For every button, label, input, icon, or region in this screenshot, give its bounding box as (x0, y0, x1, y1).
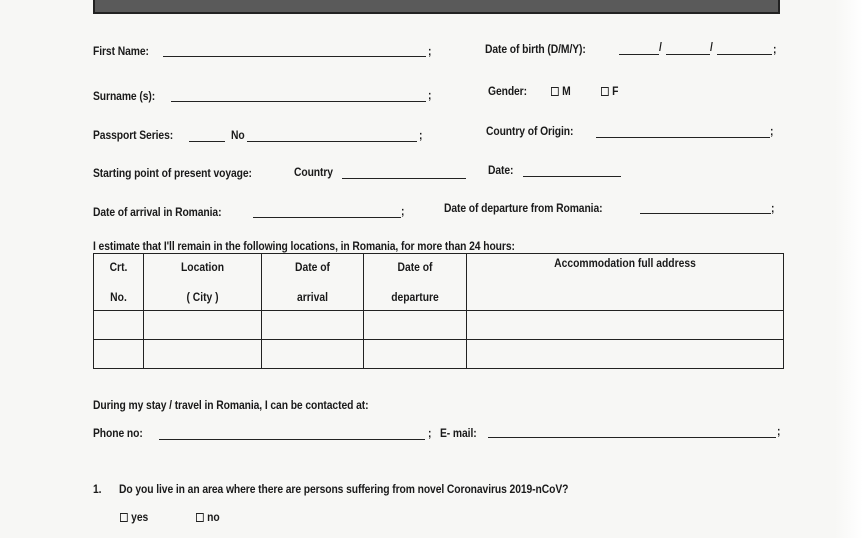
semicolon: ; (771, 201, 775, 215)
locations-table (93, 253, 784, 369)
semicolon: ; (428, 88, 432, 102)
semicolon: ; (419, 128, 423, 142)
checkbox-icon (196, 513, 204, 522)
question-text: Do you live in an area where there are persons suffering from novel Coronavirus 2019-nCoV? (119, 482, 569, 496)
table-cell[interactable] (144, 340, 262, 369)
starting-point-label: Starting point of present voyage: (93, 166, 252, 180)
first-name-field[interactable] (163, 56, 426, 57)
page-edge (835, 0, 863, 538)
country-origin-label: Country of Origin: (486, 124, 574, 138)
table-cell[interactable] (144, 311, 262, 340)
passport-series-label: Passport Series: (93, 128, 174, 142)
phone-field[interactable] (159, 439, 425, 440)
gender-label: Gender: (488, 84, 527, 98)
passport-no-field[interactable] (247, 141, 417, 142)
table-row (94, 340, 784, 369)
email-label: E- mail: (440, 426, 477, 440)
dob-day-field[interactable] (619, 54, 659, 55)
dob-label: Date of birth (D/M/Y): (485, 42, 586, 56)
checkbox-icon (601, 87, 609, 96)
date-label: Date: (488, 163, 514, 177)
question-number: 1. (93, 482, 102, 496)
header-date-arrival: Date of arrival (262, 254, 364, 311)
table-cell[interactable] (364, 340, 467, 369)
starting-country-field[interactable] (342, 178, 466, 179)
header-accommodation: Accommodation full address (467, 254, 784, 311)
header-location: Location ( City ) (144, 254, 262, 311)
arrival-label: Date of arrival in Romania: (93, 205, 222, 219)
table-cell[interactable] (262, 311, 364, 340)
semicolon: ; (773, 42, 777, 56)
semicolon: ; (401, 204, 405, 218)
table-cell[interactable] (467, 311, 784, 340)
checkbox-icon (120, 513, 128, 522)
dob-year-field[interactable] (717, 54, 772, 55)
table-cell[interactable] (94, 340, 144, 369)
checkbox-icon (551, 87, 559, 96)
question-no-option[interactable]: no (196, 510, 220, 524)
header-crt-no: Crt. No. (94, 254, 144, 311)
dob-slash-2: / (710, 40, 713, 54)
country-label: Country (294, 165, 333, 179)
table-cell[interactable] (467, 340, 784, 369)
arrival-field[interactable] (253, 217, 401, 218)
contact-intro: During my stay / travel in Romania, I can be contacted at: (93, 398, 369, 412)
phone-label: Phone no: (93, 426, 143, 440)
passport-series-field[interactable] (189, 141, 225, 142)
semicolon: ; (777, 424, 781, 438)
email-field[interactable] (488, 437, 776, 438)
departure-field[interactable] (640, 213, 771, 214)
dob-month-field[interactable] (666, 54, 710, 55)
departure-label: Date of departure from Romania: (444, 201, 603, 215)
gender-f-option[interactable]: F (601, 84, 618, 98)
header-date-departure: Date of departure (364, 254, 467, 311)
starting-date-field[interactable] (523, 176, 621, 177)
estimate-text: I estimate that I'll remain in the following locations, in Romania, for more than 24 hours: (93, 239, 515, 253)
surname-label: Surname (s): (93, 89, 156, 103)
semicolon: ; (428, 426, 432, 440)
gender-m-option[interactable]: M (551, 84, 571, 98)
semicolon: ; (770, 124, 774, 138)
table-cell[interactable] (262, 340, 364, 369)
first-name-label: First Name: (93, 44, 149, 58)
table-row (94, 311, 784, 340)
table-header-row (94, 254, 784, 311)
table-cell[interactable] (364, 311, 467, 340)
surname-field[interactable] (171, 101, 426, 102)
semicolon: ; (428, 44, 432, 58)
table-cell[interactable] (94, 311, 144, 340)
passport-no-label: No (231, 128, 245, 142)
country-origin-field[interactable] (596, 137, 770, 138)
question-yes-option[interactable]: yes (120, 510, 148, 524)
dob-slash-1: / (659, 40, 662, 54)
header-image-band (93, 0, 780, 14)
